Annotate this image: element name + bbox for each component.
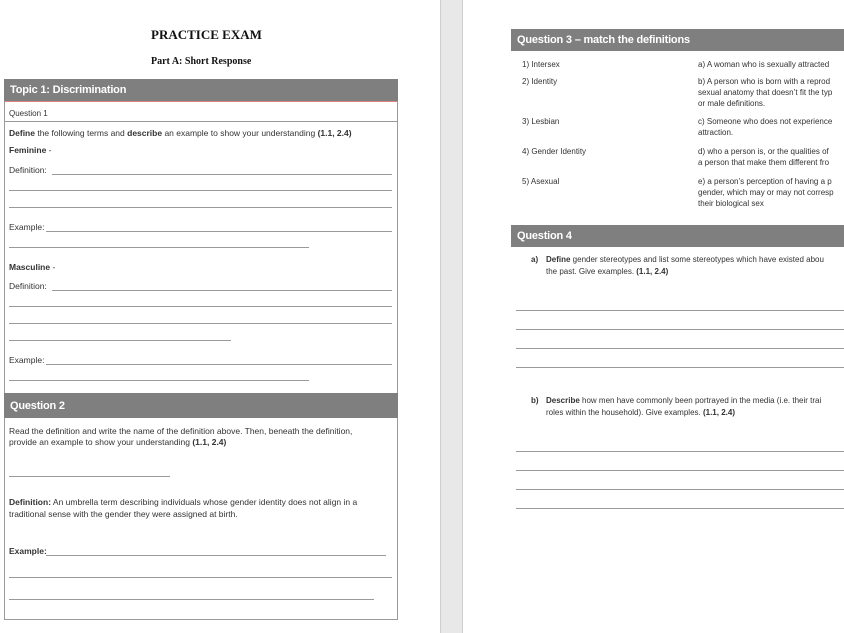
feminine-label: Feminine <box>9 145 47 155</box>
q4b-answer-line-2[interactable] <box>516 470 844 471</box>
q4b-marker-text: b) <box>531 396 539 405</box>
instr-define: Define <box>9 128 35 138</box>
q4a-answer-line-2[interactable] <box>516 329 844 330</box>
instr-end: an example to show your understanding <box>162 128 318 138</box>
feminine-term <box>9 145 52 155</box>
instr-describe: describe <box>127 128 163 138</box>
question2-definition-line1 <box>9 496 357 508</box>
q4a-ref: (1.1, 2.4) <box>636 267 669 276</box>
masculine-label: Masculine <box>9 262 51 272</box>
exam-subtitle: Part A: Short Response <box>151 56 252 67</box>
question2-box-bottom <box>4 619 398 620</box>
exam-title: PRACTICE EXAM <box>151 27 262 42</box>
topic1-header <box>4 79 398 101</box>
question2-example-line-1[interactable] <box>46 555 386 556</box>
masculine-example-label: Example: <box>9 355 45 365</box>
q3-def-e-line3: their biological sex <box>698 199 764 208</box>
question2-header-text: Question 2 <box>10 399 65 412</box>
q2-instr-ref: (1.1, 2.4) <box>192 437 227 447</box>
masculine-definition-line-1[interactable] <box>52 290 392 291</box>
q3-def-b-line2: sexual anatomy that doesn’t fit the typ <box>698 88 833 97</box>
question4-header-text: Question 4 <box>517 230 572 242</box>
q4a-answer-line-3[interactable] <box>516 348 844 349</box>
question2-instruction-line2 <box>9 436 226 448</box>
question2-box-left <box>4 418 5 620</box>
q4b-describe: Describe <box>546 396 580 405</box>
q3-term-1: 1) Intersex <box>522 60 560 69</box>
q4b-line2 <box>546 407 735 419</box>
q3-def-d-line2: a person that make them different fro <box>698 158 830 167</box>
question2-definition-line2: traditional sense with the gender they were assigned at birth. <box>9 509 238 519</box>
q3-def-a: a) A woman who is sexually attracted <box>698 60 830 69</box>
q4a-line2 <box>546 266 668 278</box>
masculine-term <box>9 262 55 272</box>
feminine-definition-line-3[interactable] <box>9 207 392 208</box>
q4a-line1 <box>546 254 824 266</box>
masculine-definition-label: Definition: <box>9 281 47 291</box>
question2-example-line-3[interactable] <box>9 599 374 600</box>
masculine-definition-line-2[interactable] <box>9 306 392 307</box>
q3-def-d-line1: d) who a person is, or the qualities of <box>698 147 829 156</box>
q4b-text1: how men have commonly been portrayed in the media (i.e. their trai <box>579 396 822 405</box>
q4a-define: Define <box>546 255 571 264</box>
question2-box-right <box>397 418 398 620</box>
q4b-text2: roles within the household). Give examples. <box>546 408 703 417</box>
feminine-example-line-2[interactable] <box>9 247 309 248</box>
q3-term-3: 3) Lesbian <box>522 117 560 126</box>
q3-term-5: 5) Asexual <box>522 177 560 186</box>
q4a-text1: gender stereotypes and list some stereotypes which have existed abou <box>570 255 824 264</box>
q4b-answer-line-3[interactable] <box>516 489 844 490</box>
q2-definition-label: Definition: <box>9 497 52 507</box>
masculine-example-line-2[interactable] <box>9 380 309 381</box>
question4-header <box>511 225 844 247</box>
q4b-answer-line-1[interactable] <box>516 451 844 452</box>
q3-term-4: 4) Gender Identity <box>522 147 587 156</box>
q3-def-e-line2: gender, which may or may not corresp <box>698 188 834 197</box>
feminine-example-line-1[interactable] <box>46 231 392 232</box>
topic1-accent-line <box>4 101 398 102</box>
question2-instruction-line1: Read the definition and write the name of the definition above. Then, beneath the definition, <box>9 426 353 436</box>
q2-instr-text: provide an example to show your understanding <box>9 437 193 447</box>
question2-header <box>4 393 398 418</box>
q2-definition-text1: An umbrella term describing individuals whose gender identity does not align in a <box>51 497 358 507</box>
q4a-marker <box>531 254 538 266</box>
question1-divider <box>4 121 398 122</box>
question2-example-line-2[interactable] <box>9 577 392 578</box>
q3-def-c-line1: c) Someone who does not experience <box>698 117 833 126</box>
question2-example-label <box>9 546 47 556</box>
q3-term-2: 2) Identity <box>522 77 558 86</box>
question3-header <box>511 29 844 51</box>
topic1-box-right <box>397 101 398 393</box>
masculine-definition-line-4[interactable] <box>9 340 231 341</box>
feminine-definition-label: Definition: <box>9 165 47 175</box>
q3-def-e-line1: e) a person’s perception of having a p <box>698 177 832 186</box>
q3-def-c-line2: attraction. <box>698 128 734 137</box>
q4a-answer-line-1[interactable] <box>516 310 844 311</box>
feminine-definition-line-2[interactable] <box>9 190 392 191</box>
q4b-answer-line-4[interactable] <box>516 508 844 509</box>
q3-def-b-line3: or male definitions. <box>698 99 766 108</box>
question1-instruction <box>9 127 352 139</box>
masculine-definition-line-3[interactable] <box>9 323 392 324</box>
masculine-example-line-1[interactable] <box>46 364 392 365</box>
q4a-answer-line-4[interactable] <box>516 367 844 368</box>
q2-example-label-text: Example: <box>9 546 47 556</box>
q4b-marker <box>531 395 539 407</box>
feminine-dash: - <box>46 145 52 155</box>
exam-page-2 <box>462 0 844 633</box>
feminine-definition-line-1[interactable] <box>52 174 392 175</box>
q3-def-b-line1: b) A person who is born with a reprod <box>698 77 831 86</box>
topic1-header-text: Topic 1: Discrimination <box>10 84 127 96</box>
question1-label: Question 1 <box>9 109 48 118</box>
q4a-marker-text: a) <box>531 255 539 264</box>
instr-ref: (1.1, 2.4) <box>317 128 352 138</box>
q4a-text2: the past. Give examples. <box>546 267 637 276</box>
instr-mid: the following terms and <box>34 128 128 138</box>
topic1-box-left <box>4 101 5 393</box>
question2-answer-line[interactable] <box>9 476 170 477</box>
q4b-line1 <box>546 395 821 407</box>
question3-header-text: Question 3 – match the definitions <box>517 34 690 46</box>
q4b-ref: (1.1, 2.4) <box>702 408 735 417</box>
masculine-dash: - <box>50 262 56 272</box>
feminine-example-label: Example: <box>9 222 45 232</box>
